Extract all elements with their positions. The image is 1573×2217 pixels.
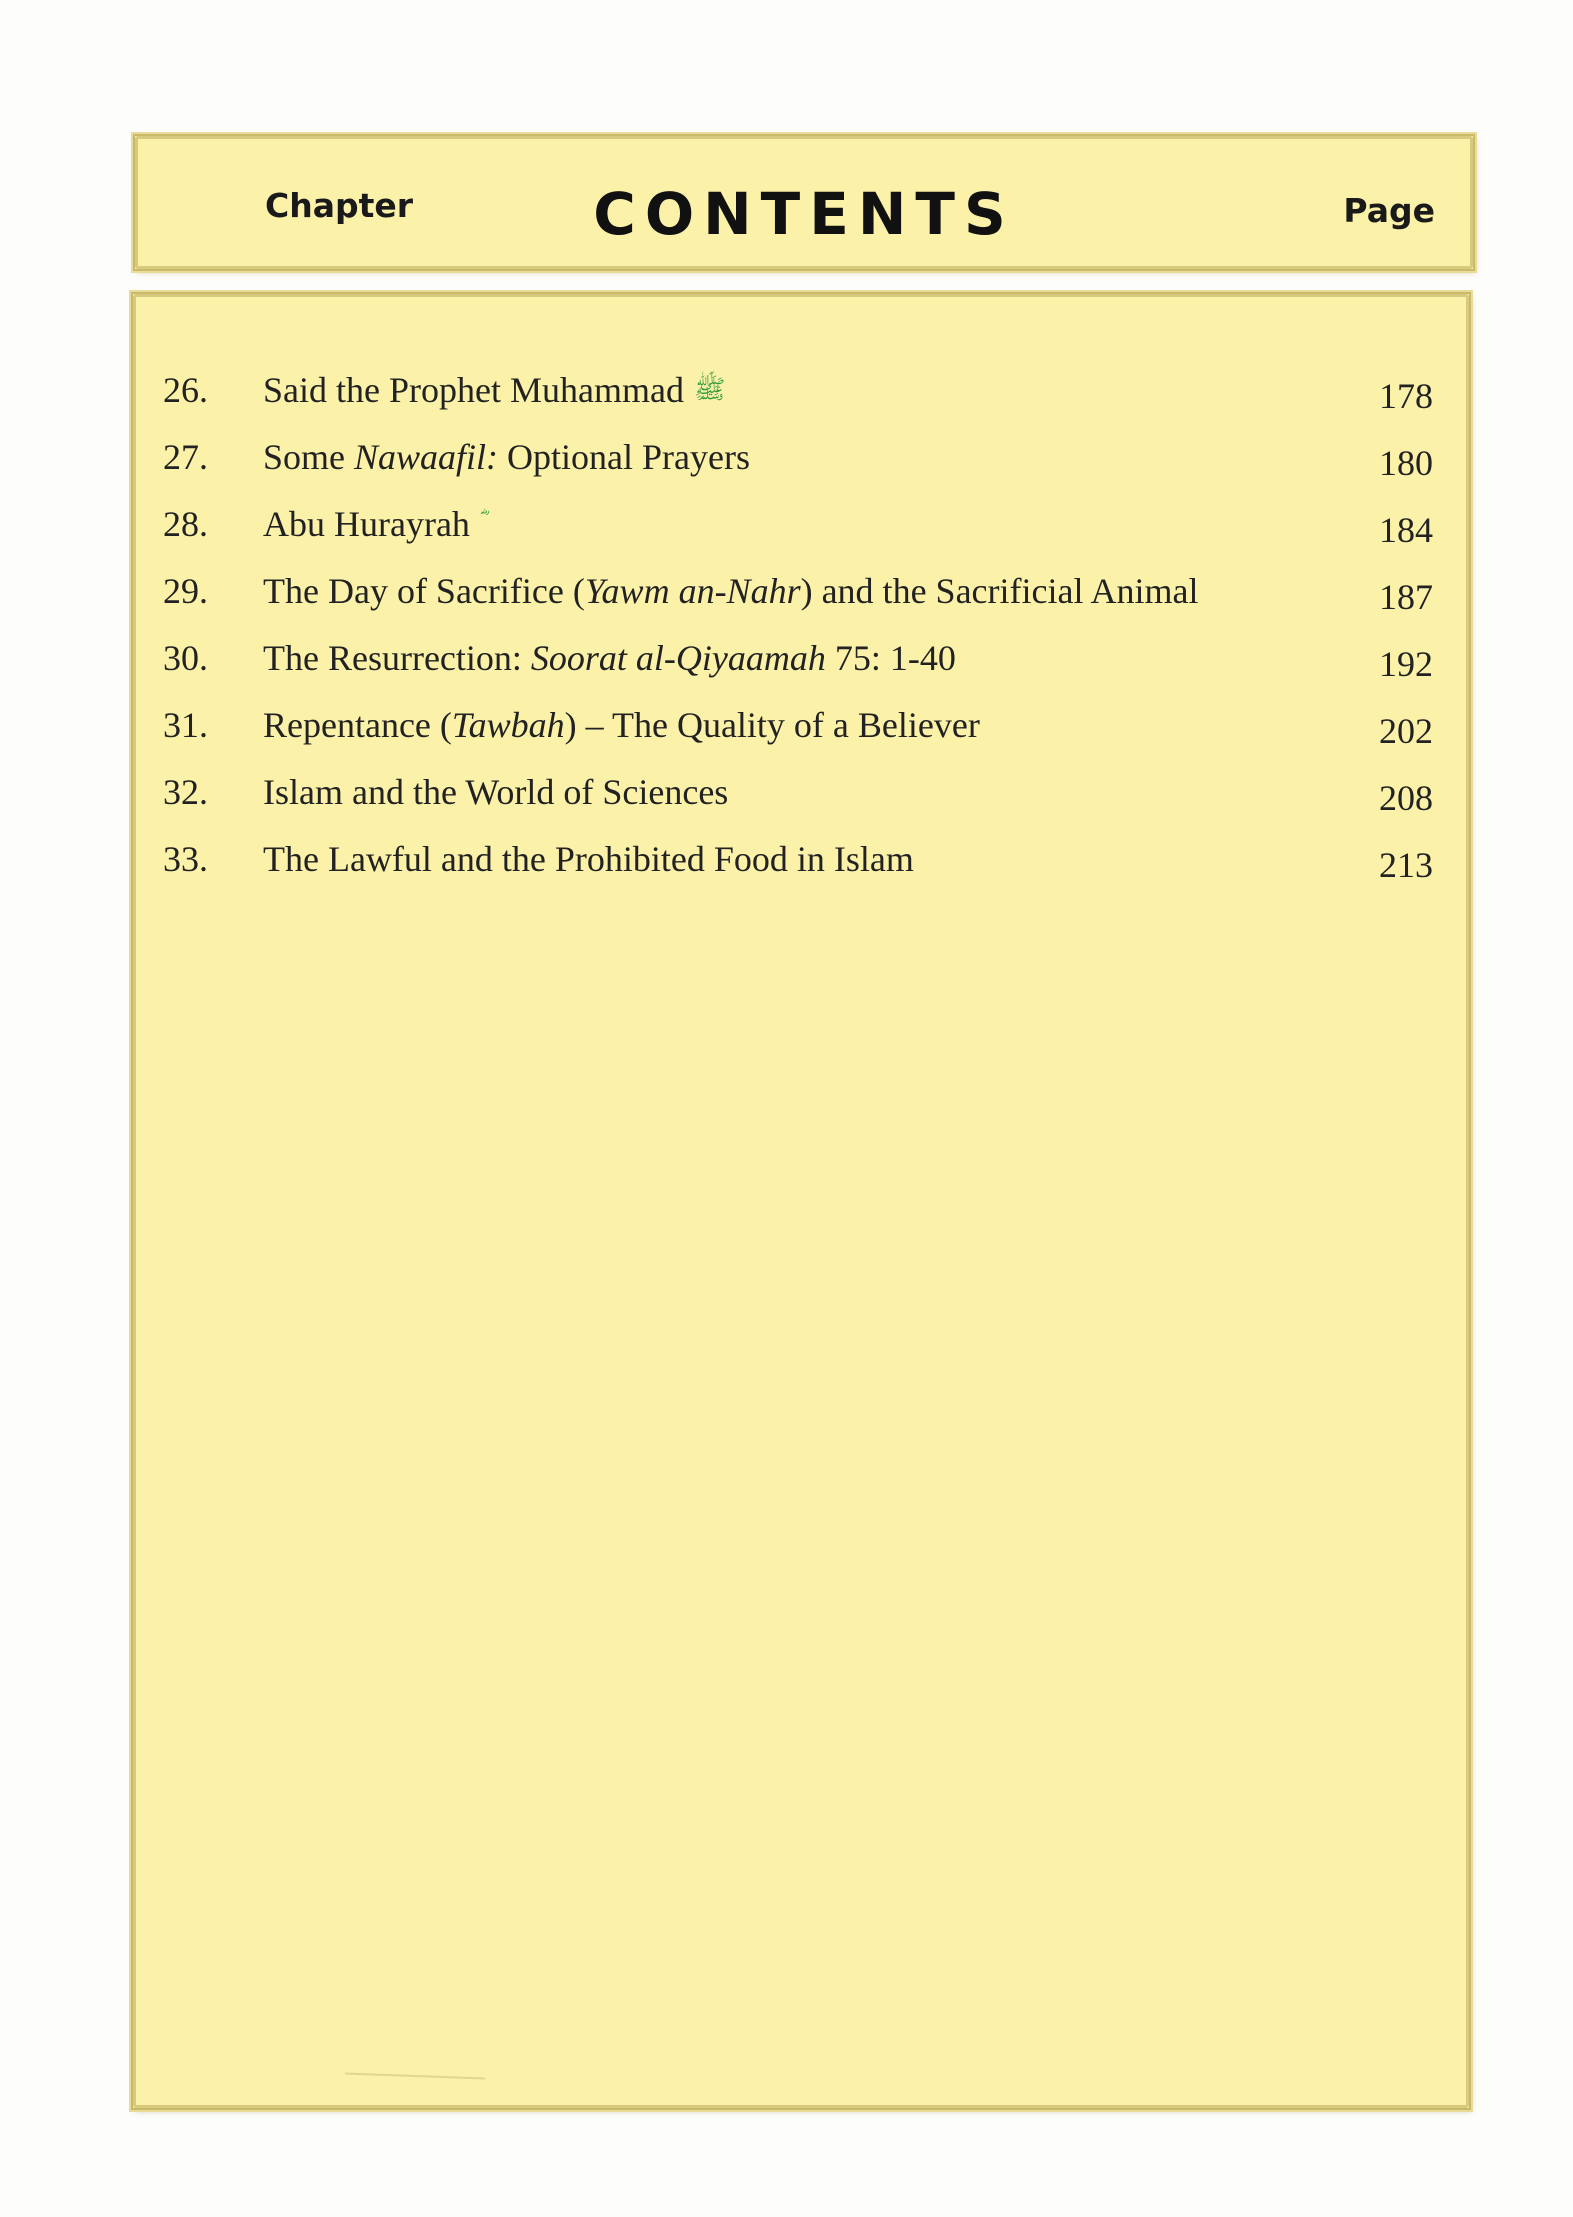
toc-row[interactable]	[163, 637, 1433, 704]
chapter-title: Abu Hurayrah	[263, 504, 470, 544]
chapter-title: The Resurrection: Soorat al-Qiyaamah 75: 1-40	[263, 638, 956, 678]
page-number: 180	[1379, 443, 1433, 483]
chapter-number: 30.	[163, 638, 208, 678]
chapter-number: 28.	[163, 504, 208, 544]
page-number: 213	[1379, 845, 1433, 885]
toc-row[interactable]	[163, 570, 1433, 637]
chapter-number: 33.	[163, 839, 208, 879]
toc-row[interactable]	[163, 503, 1433, 570]
chapter-number: 29.	[163, 571, 208, 611]
toc-row[interactable]	[163, 838, 1433, 905]
page-title: CONTENTS	[593, 180, 1015, 248]
honorific-icon: ﷺ	[693, 375, 726, 404]
chapter-title: Islam and the World of Sciences	[263, 772, 729, 812]
chapter-title: The Day of Sacrifice (Yawm an-Nahr) and the Sacrificial Animal	[263, 571, 1199, 611]
chapter-title: Repentance (Tawbah) – The Quality of a Believer	[263, 705, 980, 745]
page-number: 192	[1379, 644, 1433, 684]
page-number: 178	[1379, 376, 1433, 416]
chapter-number: 32.	[163, 772, 208, 812]
chapter-number: 27.	[163, 437, 208, 477]
contents-body	[133, 294, 1469, 2108]
toc-row[interactable]	[163, 704, 1433, 771]
page-number: 187	[1379, 577, 1433, 617]
toc-row[interactable]	[163, 771, 1433, 838]
chapter-column-label: Chapter	[265, 186, 414, 225]
paper-scuff-mark	[345, 2073, 485, 2080]
chapter-title: Said the Prophet Muhammad ﷺ	[263, 370, 726, 410]
contents-header	[135, 136, 1473, 269]
chapter-title: The Lawful and the Prohibited Food in Islam	[263, 839, 914, 879]
chapter-title: Some Nawaafil: Optional Prayers	[263, 437, 750, 477]
page-number: 184	[1379, 510, 1433, 550]
chapter-number: 31.	[163, 705, 208, 745]
toc-row[interactable]	[163, 369, 1433, 436]
chapter-number: 26.	[163, 370, 208, 410]
page-column-label: Page	[1343, 191, 1435, 230]
page-number: 208	[1379, 778, 1433, 818]
toc-list	[163, 369, 1433, 905]
page-number: 202	[1379, 711, 1433, 751]
toc-row[interactable]	[163, 436, 1433, 503]
